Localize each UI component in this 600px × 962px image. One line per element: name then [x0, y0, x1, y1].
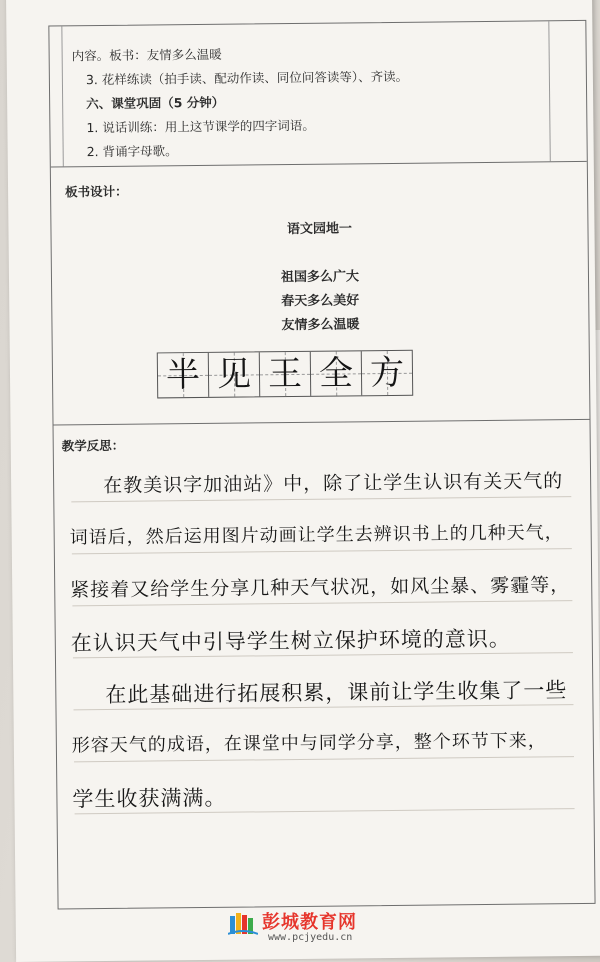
- handwritten-line: 在此基础进行拓展积累，课前让学生收集了一些: [105, 678, 568, 707]
- board-phrase: 春天多么美好: [281, 293, 360, 310]
- content-line: 内容。板书：友情多么温暖: [71, 46, 222, 64]
- watermark-url: www.pcjyedu.cn: [268, 932, 353, 943]
- practice-cell: 见: [209, 352, 260, 397]
- practice-cell: 方: [362, 351, 412, 396]
- board-design-label: 板书设计：: [64, 183, 128, 200]
- lesson-table: [48, 20, 595, 910]
- handwritten-line: 词语后，然后运用图片动画让学生去辨识书上的几种天气，: [69, 522, 564, 549]
- board-title: 语文园地一: [286, 221, 353, 238]
- handwritten-line: 在教美识字加油站》中，除了让学生认识有关天气的: [103, 470, 564, 498]
- speaking-training-line: 1. 说话训练：用上这节课学的四字词语。: [86, 117, 315, 136]
- character-practice-grid: [157, 350, 413, 399]
- handwritten-line: 形容天气的成语，在课堂中与同学分享，整个环节下来，: [71, 730, 547, 757]
- handwritten-line: 学生收获满满。: [72, 785, 227, 812]
- handwritten-line: 在认识天气中引导学生树立保护环境的意识。: [70, 626, 511, 656]
- reading-practice-line: 3. 花样练读（拍手读、配动作读、同位问答读等: [85, 69, 352, 88]
- section-heading-consolidation: 六、课堂巩固（5 分钟）: [86, 94, 225, 112]
- books-logo-icon: [228, 910, 258, 936]
- practice-cell: 王: [260, 352, 311, 397]
- lesson-plan-page: [6, 0, 600, 962]
- handwritten-line: 紧接着又给学生分享几种天气状况，如风尘暴、雾霾等，: [70, 574, 571, 602]
- site-watermark: [228, 906, 408, 950]
- reading-practice-tail: ）、齐读。: [351, 68, 409, 85]
- board-phrase: 祖国多么广大: [280, 269, 360, 286]
- practice-cell: 半: [158, 353, 209, 398]
- watermark-title: 彭城教育网: [262, 912, 357, 933]
- lesson-steps-section: [49, 21, 586, 168]
- practice-cell: 全: [311, 351, 362, 396]
- reflection-label: 教学反思：: [61, 437, 125, 454]
- recite-line: 2. 背诵字母歌。: [86, 143, 178, 160]
- board-phrase: 友情多么温暖: [281, 317, 360, 334]
